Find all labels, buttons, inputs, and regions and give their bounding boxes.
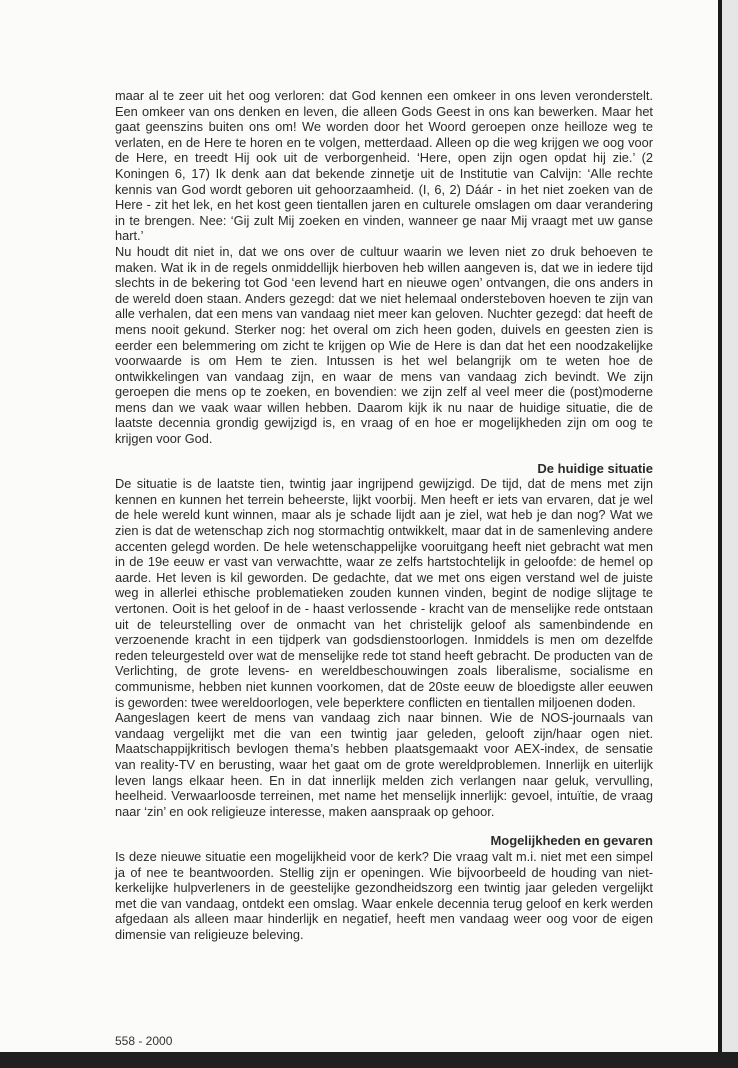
section-heading: Mogelijkheden en gevaren — [490, 833, 653, 849]
paragraph: Nu houdt dit niet in, dat we ons over de cultuur waarin we leven niet zo druk behoeven te maken. Wat ik in de regels onmiddellijk hierboven heb willen aangeven is, dat we in iedere tijd slechts in de bekering tot God ‘een levend hart en nieuwe ogen’ ontvangen, die ons anders in de wereld doen staan. Anders gezegd: dat we niet helemaal ondersteboven hoeven te zijn van alle verhalen, dat een mens van vandaag niet meer kan geloven. Nuchter gezegd: dat heeft de mens nooit gekund. Sterker nog: het overal om zich heen goden, duivels en geesten zien is eerder een belemmering om zicht te krijgen op Wie de Here is dan dat het een noodzakelijke voorwaarde is om Hem te zien. Intussen is het wel belangrijk om te weten hoe de ontwikkelingen van vandaag zijn, en waar de mens van vandaag zich bevindt. We zijn geroepen die mens op te zoeken, en bovendien: we zijn zelf al veel meer die (post)moderne mens dan we vaak waar willen hebben. Daarom kijk ik nu naar de huidige situatie, die de laatste decennia grondig gewijzigd is, en vraag of en hoe er mogelijkheden zijn om oog te krijgen voor God. — [115, 243, 653, 447]
paragraph: De situatie is de laatste tien, twintig jaar ingrijpend gewijzigd. De tijd, dat de mens met zijn kennen en kunnen het terrein beheerste, lijkt voorbij. Men heeft er iets van ervaren, dat je wel de hele wereld kunt winnen, maar als je schade lijdt aan je ziel, wat heb je dan nog? Wat we zien is dat de wetenschap zich nog stormachtig ontwikkelt, maar dat in de samenleving andere accenten gelegd worden. De hele wetenschappelijke vooruitgang heeft niet gebracht wat men in de 19e eeuw er vast van verwachtte, waar ze zelfs hartstochtelijk in geloofde: de hemel op aarde. Het leven is kil geworden. De gedachte, dat we met ons eigen verstand wel de juiste weg in allerlei ethische problematieken zouden kunnen vinden, begint de nodige slijtage te vertonen. Ooit is het geloof in de - haast verlossende - kracht van de menselijke rede ontstaan uit de teleurstelling over de onmacht van het christelijk geloof als samenbindende en verzoenende kracht in een tijdperk van godsdienstoorlogen. Inmiddels is men om dezelfde reden teleurgesteld over wat de menselijke rede tot stand heeft gebracht. De producten van de Verlichting, de grote levens- en wereldbeschouwingen zoals liberalisme, socialisme en communisme, hebben niet kunnen voorkomen, dat de 20ste eeuw de bloedigste aller eeuwen is geworden: twee wereldoorlogen, vele beperktere conflicten en tientallen miljoenen doden. — [115, 476, 653, 710]
scan-edge-right — [722, 0, 738, 1068]
scan-edge-bottom — [0, 1052, 738, 1068]
paragraph: Aangeslagen keert de mens van vandaag zich naar binnen. Wie de NOS-journaals van vandaag vergelijkt met die van een twintig jaar geleden, gelooft zijn/haar ogen niet. Maatschappijkritisch bevlogen thema’s hebben plaatsgemaakt voor AEX-index, de sensatie van reality-TV en berusting, waar het gaat om de grote wereldproblemen. Innerlijk en uiterlijk leven langs elkaar heen. En in dat innerlijk melden zich verlangen naar geluk, vervulling, heelheid. Verwaarloosde terreinen, met name het menselijk innerlijk: gevoel, intuïtie, de vraag naar ‘zin’ en ook religieuze interesse, maken aanspraak op gehoor. — [115, 710, 653, 819]
page-number: 558 - 2000 — [115, 1034, 173, 1048]
section-heading: De huidige situatie — [537, 460, 653, 476]
text-column — [115, 88, 653, 942]
paragraph: Is deze nieuwe situatie een mogelijkheid voor de kerk? Die vraag valt m.i. niet met een simpel ja of nee te beantwoorden. Stellig zijn er openingen. Wie bijvoorbeeld de houding van niet-kerkelijke hulpverleners in de geestelijke gezondheidszorg een twintig jaar geleden vergelijkt met die van vandaag, ontdekt een omslag. Waar enkele decennia terug geloof en kerk werden afgedaan als alleen maar hinderlijk en negatief, heeft men vandaag weer oog voor de eigen dimensie van religieuze beleving. — [115, 848, 653, 942]
paragraph: maar al te zeer uit het oog verloren: dat God kennen een omkeer in ons leven veronderstelt. Een omkeer van ons denken en leven, die alleen Gods Geest in ons kan bewerken. Maar het gaat geenszins buiten ons om! We worden door het Woord geroepen onze heilloze weg te verlaten, en de Here te horen en te volgen, metterdaad. Alleen op die weg krijgen we oog voor de Here, en treedt Hij ook uit de verborgenheid. ‘Here, open zijn ogen opdat hij zie.’ (2 Koningen 6, 17) Ik denk aan dat bekende zinnetje uit de Institutie van Calvijn: ‘Alle rechte kennis van God wordt geboren uit gehoorzaamheid. (I, 6, 2) Dáár - in het niet zoeken van de Here - zit het lek, en het kost geen tientallen jaren en culturele omslagen om daar verandering in te brengen. Nee: ‘Gij zult Mij zoeken en vinden, wanneer ge naar Mij vraagt met uw ganse hart.’ — [115, 88, 653, 244]
